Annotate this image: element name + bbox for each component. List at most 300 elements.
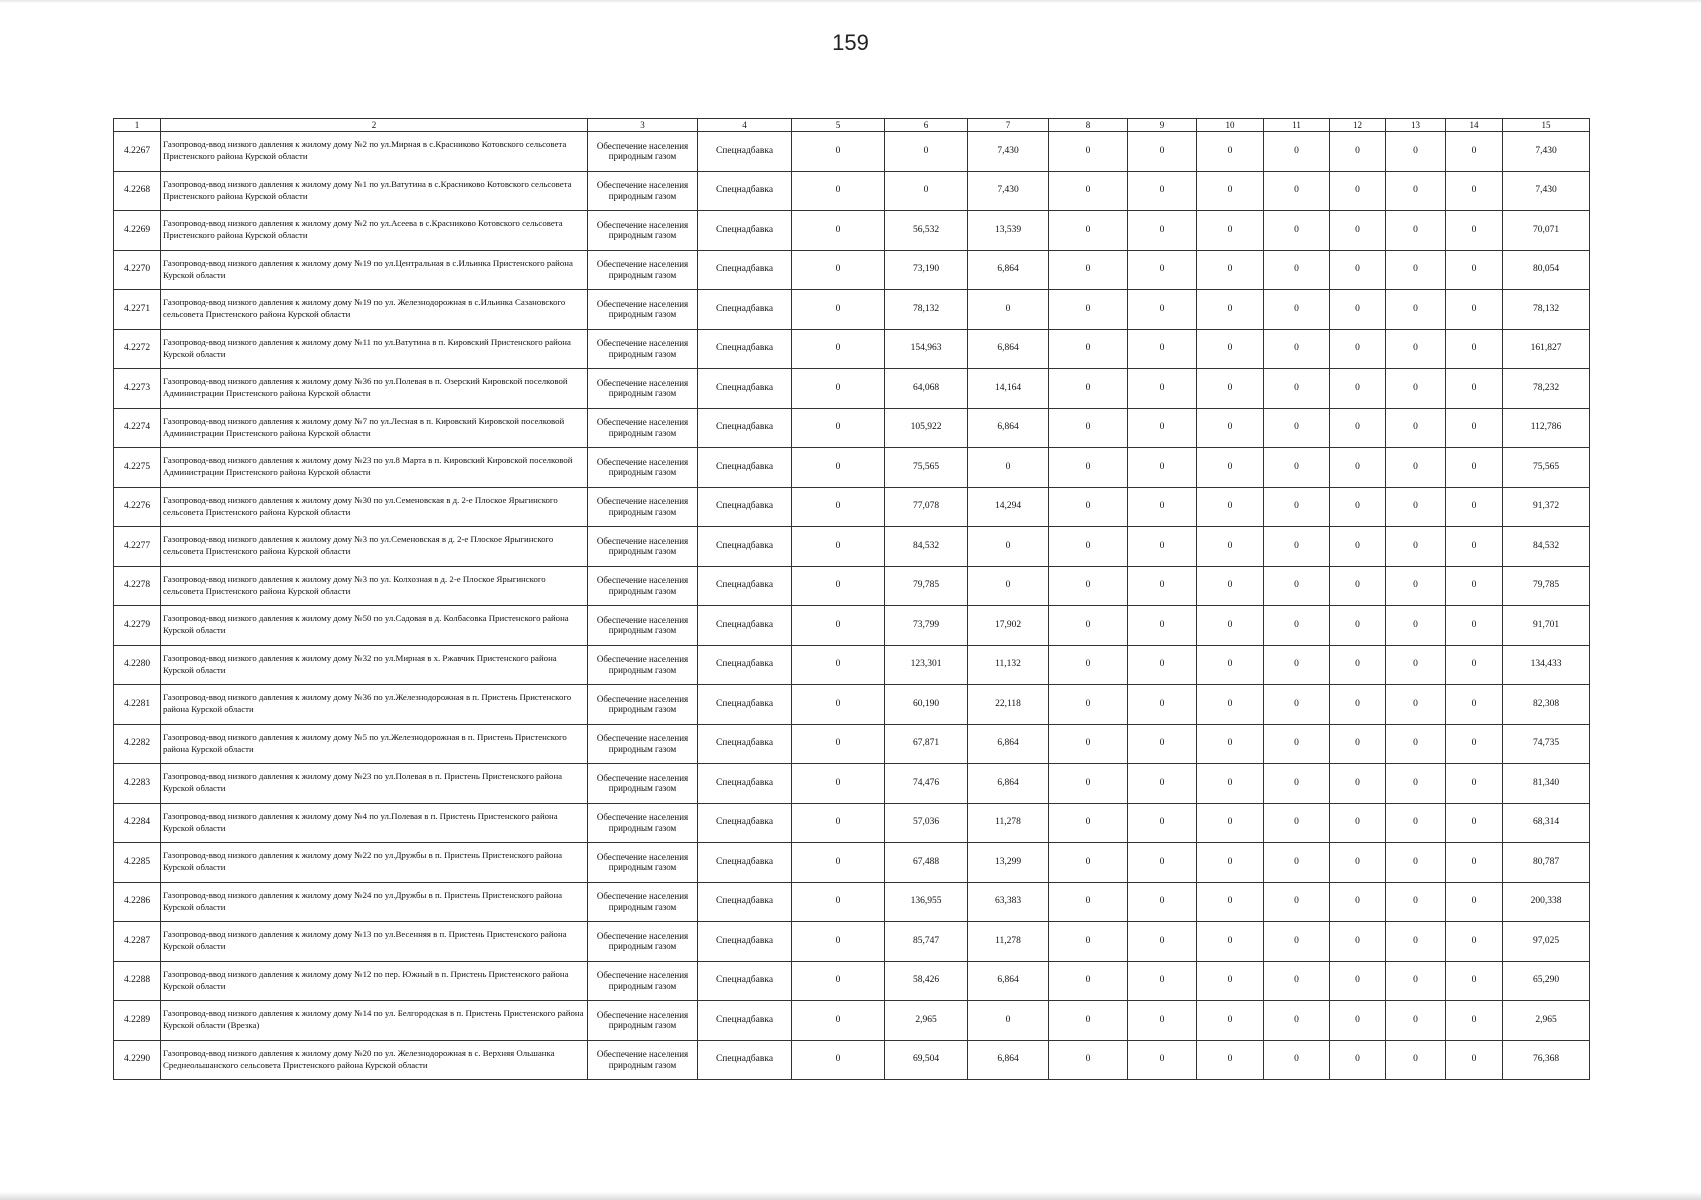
value-cell-10: 0	[1197, 724, 1264, 764]
funding-source-cell: Спецнадбавка	[698, 290, 792, 330]
value-cell-5: 0	[792, 211, 885, 251]
value-cell-14: 0	[1446, 290, 1503, 330]
object-name-cell: Газопровод-ввод низкого давления к жилому дому №2 по ул.Мирная в с.Красниково Котовского сельсовета Пристенского района Курской области	[161, 132, 588, 172]
value-cell-9: 0	[1128, 843, 1197, 883]
value-cell-11: 0	[1264, 685, 1330, 725]
funding-source-cell: Спецнадбавка	[698, 527, 792, 567]
funding-source-cell: Спецнадбавка	[698, 211, 792, 251]
value-cell-14: 0	[1446, 250, 1503, 290]
value-cell-13: 0	[1386, 566, 1446, 606]
value-cell-5: 0	[792, 369, 885, 409]
value-cell-7: 14,164	[968, 369, 1049, 409]
object-name-cell: Газопровод-ввод низкого давления к жилому дому №12 по пер. Южный в п. Пристень Пристенского района Курской области	[161, 961, 588, 1001]
value-cell-8: 0	[1049, 922, 1128, 962]
value-cell-7: 11,132	[968, 645, 1049, 685]
value-cell-6: 2,965	[885, 1001, 968, 1041]
value-cell-13: 0	[1386, 685, 1446, 725]
total-value-cell: 7,430	[1503, 171, 1590, 211]
value-cell-9: 0	[1128, 724, 1197, 764]
row-number-cell: 4.2283	[114, 764, 161, 804]
value-cell-6: 77,078	[885, 487, 968, 527]
purpose-cell: Обеспечение населения природным газом	[588, 329, 698, 369]
value-cell-12: 0	[1330, 408, 1386, 448]
object-name-cell: Газопровод-ввод низкого давления к жилому дому №5 по ул.Железнодорожная в п. Пристень Пристенского района Курской области	[161, 724, 588, 764]
value-cell-10: 0	[1197, 329, 1264, 369]
funding-source-cell: Спецнадбавка	[698, 724, 792, 764]
value-cell-6: 105,922	[885, 408, 968, 448]
row-number-cell: 4.2286	[114, 882, 161, 922]
value-cell-8: 0	[1049, 1040, 1128, 1080]
value-cell-6: 85,747	[885, 922, 968, 962]
scan-edge-top	[0, 0, 1701, 3]
value-cell-8: 0	[1049, 171, 1128, 211]
row-number-cell: 4.2277	[114, 527, 161, 567]
value-cell-9: 0	[1128, 527, 1197, 567]
total-value-cell: 200,338	[1503, 882, 1590, 922]
object-name-cell: Газопровод-ввод низкого давления к жилому дому №4 по ул.Полевая в п. Пристень Пристенского района Курской области	[161, 803, 588, 843]
object-name-cell: Газопровод-ввод низкого давления к жилому дому №11 по ул.Ватутина в п. Кировский Пристенского района Курской области	[161, 329, 588, 369]
value-cell-10: 0	[1197, 408, 1264, 448]
value-cell-7: 0	[968, 290, 1049, 330]
object-name-cell: Газопровод-ввод низкого давления к жилому дому №19 по ул. Железнодорожная в с.Ильинка Сазановского сельсовета Пристенского района Курской области	[161, 290, 588, 330]
value-cell-9: 0	[1128, 645, 1197, 685]
value-cell-5: 0	[792, 606, 885, 646]
value-cell-5: 0	[792, 882, 885, 922]
value-cell-13: 0	[1386, 1040, 1446, 1080]
value-cell-7: 0	[968, 527, 1049, 567]
value-cell-10: 0	[1197, 250, 1264, 290]
value-cell-7: 6,864	[968, 250, 1049, 290]
value-cell-13: 0	[1386, 329, 1446, 369]
value-cell-14: 0	[1446, 764, 1503, 804]
column-number-header-row	[114, 119, 1590, 132]
value-cell-5: 0	[792, 408, 885, 448]
row-number-cell: 4.2268	[114, 171, 161, 211]
purpose-cell: Обеспечение населения природным газом	[588, 764, 698, 804]
value-cell-11: 0	[1264, 408, 1330, 448]
value-cell-7: 7,430	[968, 132, 1049, 172]
value-cell-5: 0	[792, 922, 885, 962]
row-number-cell: 4.2272	[114, 329, 161, 369]
value-cell-5: 0	[792, 290, 885, 330]
table-row	[114, 724, 1590, 764]
value-cell-8: 0	[1049, 724, 1128, 764]
value-cell-5: 0	[792, 1040, 885, 1080]
row-number-cell: 4.2288	[114, 961, 161, 1001]
value-cell-8: 0	[1049, 606, 1128, 646]
total-value-cell: 80,787	[1503, 843, 1590, 883]
total-value-cell: 76,368	[1503, 1040, 1590, 1080]
value-cell-13: 0	[1386, 645, 1446, 685]
row-number-cell: 4.2273	[114, 369, 161, 409]
table-row	[114, 961, 1590, 1001]
value-cell-6: 67,488	[885, 843, 968, 883]
row-number-cell: 4.2284	[114, 803, 161, 843]
row-number-cell: 4.2281	[114, 685, 161, 725]
purpose-cell: Обеспечение населения природным газом	[588, 290, 698, 330]
value-cell-9: 0	[1128, 132, 1197, 172]
value-cell-9: 0	[1128, 764, 1197, 804]
value-cell-6: 69,504	[885, 1040, 968, 1080]
table-row	[114, 487, 1590, 527]
value-cell-8: 0	[1049, 448, 1128, 488]
row-number-cell: 4.2290	[114, 1040, 161, 1080]
scan-edge-bottom	[0, 1192, 1701, 1200]
table-row	[114, 171, 1590, 211]
column-number-cell: 4	[698, 119, 792, 132]
value-cell-6: 79,785	[885, 566, 968, 606]
value-cell-12: 0	[1330, 961, 1386, 1001]
value-cell-14: 0	[1446, 211, 1503, 251]
value-cell-10: 0	[1197, 685, 1264, 725]
value-cell-11: 0	[1264, 803, 1330, 843]
funding-source-cell: Спецнадбавка	[698, 961, 792, 1001]
value-cell-5: 0	[792, 803, 885, 843]
column-number-cell: 12	[1330, 119, 1386, 132]
value-cell-10: 0	[1197, 843, 1264, 883]
value-cell-14: 0	[1446, 606, 1503, 646]
value-cell-12: 0	[1330, 843, 1386, 883]
value-cell-13: 0	[1386, 606, 1446, 646]
value-cell-5: 0	[792, 487, 885, 527]
value-cell-6: 154,963	[885, 329, 968, 369]
value-cell-13: 0	[1386, 211, 1446, 251]
value-cell-10: 0	[1197, 290, 1264, 330]
funding-source-cell: Спецнадбавка	[698, 250, 792, 290]
purpose-cell: Обеспечение населения природным газом	[588, 645, 698, 685]
value-cell-8: 0	[1049, 803, 1128, 843]
table-row	[114, 685, 1590, 725]
table-row	[114, 882, 1590, 922]
value-cell-9: 0	[1128, 448, 1197, 488]
value-cell-5: 0	[792, 764, 885, 804]
value-cell-6: 0	[885, 132, 968, 172]
purpose-cell: Обеспечение населения природным газом	[588, 448, 698, 488]
value-cell-8: 0	[1049, 961, 1128, 1001]
value-cell-8: 0	[1049, 487, 1128, 527]
value-cell-11: 0	[1264, 527, 1330, 567]
value-cell-11: 0	[1264, 487, 1330, 527]
value-cell-9: 0	[1128, 250, 1197, 290]
value-cell-11: 0	[1264, 1001, 1330, 1041]
value-cell-6: 84,532	[885, 527, 968, 567]
value-cell-13: 0	[1386, 803, 1446, 843]
value-cell-7: 6,864	[968, 1040, 1049, 1080]
total-value-cell: 112,786	[1503, 408, 1590, 448]
value-cell-7: 0	[968, 566, 1049, 606]
value-cell-7: 6,864	[968, 764, 1049, 804]
value-cell-10: 0	[1197, 369, 1264, 409]
value-cell-6: 57,036	[885, 803, 968, 843]
value-cell-10: 0	[1197, 171, 1264, 211]
funding-source-cell: Спецнадбавка	[698, 803, 792, 843]
funding-source-cell: Спецнадбавка	[698, 843, 792, 883]
value-cell-5: 0	[792, 843, 885, 883]
value-cell-6: 136,955	[885, 882, 968, 922]
value-cell-12: 0	[1330, 1040, 1386, 1080]
total-value-cell: 74,735	[1503, 724, 1590, 764]
value-cell-13: 0	[1386, 250, 1446, 290]
column-number-cell: 2	[161, 119, 588, 132]
value-cell-6: 78,132	[885, 290, 968, 330]
value-cell-13: 0	[1386, 527, 1446, 567]
purpose-cell: Обеспечение населения природным газом	[588, 724, 698, 764]
value-cell-14: 0	[1446, 369, 1503, 409]
purpose-cell: Обеспечение населения природным газом	[588, 527, 698, 567]
object-name-cell: Газопровод-ввод низкого давления к жилому дому №13 по ул.Весенняя в п. Пристень Пристенского района Курской области	[161, 922, 588, 962]
object-name-cell: Газопровод-ввод низкого давления к жилому дому №23 по ул.8 Марта в п. Кировский Кировской поселковой Администрации Пристенского района Курской области	[161, 448, 588, 488]
value-cell-14: 0	[1446, 882, 1503, 922]
value-cell-8: 0	[1049, 211, 1128, 251]
value-cell-5: 0	[792, 566, 885, 606]
table-row	[114, 369, 1590, 409]
table-row	[114, 803, 1590, 843]
object-name-cell: Газопровод-ввод низкого давления к жилому дому №1 по ул.Ватутина в с.Красниково Котовского сельсовета Пристенского района Курской области	[161, 171, 588, 211]
value-cell-13: 0	[1386, 408, 1446, 448]
funding-source-cell: Спецнадбавка	[698, 606, 792, 646]
value-cell-12: 0	[1330, 171, 1386, 211]
value-cell-6: 75,565	[885, 448, 968, 488]
value-cell-12: 0	[1330, 685, 1386, 725]
purpose-cell: Обеспечение населения природным газом	[588, 566, 698, 606]
total-value-cell: 78,232	[1503, 369, 1590, 409]
total-value-cell: 75,565	[1503, 448, 1590, 488]
table-row	[114, 922, 1590, 962]
value-cell-14: 0	[1446, 1001, 1503, 1041]
funding-source-cell: Спецнадбавка	[698, 1040, 792, 1080]
purpose-cell: Обеспечение населения природным газом	[588, 369, 698, 409]
value-cell-10: 0	[1197, 1040, 1264, 1080]
column-number-cell: 9	[1128, 119, 1197, 132]
purpose-cell: Обеспечение населения природным газом	[588, 1040, 698, 1080]
total-value-cell: 70,071	[1503, 211, 1590, 251]
funding-source-cell: Спецнадбавка	[698, 685, 792, 725]
funding-source-cell: Спецнадбавка	[698, 882, 792, 922]
value-cell-13: 0	[1386, 882, 1446, 922]
value-cell-10: 0	[1197, 448, 1264, 488]
table-row	[114, 448, 1590, 488]
value-cell-6: 58,426	[885, 961, 968, 1001]
table-row	[114, 843, 1590, 883]
value-cell-13: 0	[1386, 922, 1446, 962]
value-cell-14: 0	[1446, 566, 1503, 606]
value-cell-5: 0	[792, 685, 885, 725]
table-row	[114, 250, 1590, 290]
object-name-cell: Газопровод-ввод низкого давления к жилому дому №19 по ул.Центральная в с.Ильинка Пристенского района Курской области	[161, 250, 588, 290]
value-cell-13: 0	[1386, 132, 1446, 172]
value-cell-10: 0	[1197, 487, 1264, 527]
value-cell-6: 64,068	[885, 369, 968, 409]
value-cell-7: 0	[968, 1001, 1049, 1041]
value-cell-7: 6,864	[968, 961, 1049, 1001]
value-cell-12: 0	[1330, 250, 1386, 290]
value-cell-12: 0	[1330, 487, 1386, 527]
value-cell-7: 6,864	[968, 329, 1049, 369]
funding-source-cell: Спецнадбавка	[698, 408, 792, 448]
object-name-cell: Газопровод-ввод низкого давления к жилому дому №20 по ул. Железнодорожная в с. Верхняя Ольшанка Среднеольшанского сельсовета Пристенского района Курской области	[161, 1040, 588, 1080]
object-name-cell: Газопровод-ввод низкого давления к жилому дому №2 по ул.Асеева в с.Красниково Котовского сельсовета Пристенского района Курской области	[161, 211, 588, 251]
purpose-cell: Обеспечение населения природным газом	[588, 1001, 698, 1041]
value-cell-12: 0	[1330, 566, 1386, 606]
column-number-cell: 8	[1049, 119, 1128, 132]
column-number-cell: 7	[968, 119, 1049, 132]
value-cell-11: 0	[1264, 171, 1330, 211]
value-cell-11: 0	[1264, 764, 1330, 804]
value-cell-12: 0	[1330, 329, 1386, 369]
object-name-cell: Газопровод-ввод низкого давления к жилому дому №14 по ул. Белгородская в п. Пристень Пристенского района Курской области (Врезка)	[161, 1001, 588, 1041]
value-cell-10: 0	[1197, 1001, 1264, 1041]
object-name-cell: Газопровод-ввод низкого давления к жилому дому №23 по ул.Полевая в п. Пристень Пристенского района Курской области	[161, 764, 588, 804]
value-cell-8: 0	[1049, 369, 1128, 409]
value-cell-12: 0	[1330, 1001, 1386, 1041]
row-number-cell: 4.2282	[114, 724, 161, 764]
value-cell-7: 17,902	[968, 606, 1049, 646]
value-cell-11: 0	[1264, 724, 1330, 764]
purpose-cell: Обеспечение населения природным газом	[588, 487, 698, 527]
value-cell-5: 0	[792, 171, 885, 211]
value-cell-7: 7,430	[968, 171, 1049, 211]
value-cell-7: 11,278	[968, 922, 1049, 962]
total-value-cell: 81,340	[1503, 764, 1590, 804]
value-cell-14: 0	[1446, 843, 1503, 883]
column-number-cell: 15	[1503, 119, 1590, 132]
value-cell-14: 0	[1446, 961, 1503, 1001]
value-cell-9: 0	[1128, 606, 1197, 646]
total-value-cell: 97,025	[1503, 922, 1590, 962]
purpose-cell: Обеспечение населения природным газом	[588, 606, 698, 646]
value-cell-11: 0	[1264, 606, 1330, 646]
funding-source-cell: Спецнадбавка	[698, 329, 792, 369]
value-cell-11: 0	[1264, 961, 1330, 1001]
total-value-cell: 84,532	[1503, 527, 1590, 567]
funding-source-cell: Спецнадбавка	[698, 645, 792, 685]
value-cell-10: 0	[1197, 606, 1264, 646]
purpose-cell: Обеспечение населения природным газом	[588, 882, 698, 922]
object-name-cell: Газопровод-ввод низкого давления к жилому дому №7 по ул.Лесная в п. Кировский Кировской поселковой Администрации Пристенского района Курской области	[161, 408, 588, 448]
value-cell-9: 0	[1128, 922, 1197, 962]
value-cell-5: 0	[792, 961, 885, 1001]
value-cell-8: 0	[1049, 566, 1128, 606]
row-number-cell: 4.2271	[114, 290, 161, 330]
value-cell-10: 0	[1197, 961, 1264, 1001]
value-cell-7: 13,299	[968, 843, 1049, 883]
table-row	[114, 527, 1590, 567]
total-value-cell: 2,965	[1503, 1001, 1590, 1041]
column-number-cell: 13	[1386, 119, 1446, 132]
value-cell-6: 123,301	[885, 645, 968, 685]
value-cell-9: 0	[1128, 329, 1197, 369]
value-cell-10: 0	[1197, 211, 1264, 251]
value-cell-8: 0	[1049, 1001, 1128, 1041]
total-value-cell: 80,054	[1503, 250, 1590, 290]
table-row	[114, 290, 1590, 330]
value-cell-10: 0	[1197, 803, 1264, 843]
value-cell-13: 0	[1386, 961, 1446, 1001]
funding-source-cell: Спецнадбавка	[698, 369, 792, 409]
value-cell-14: 0	[1446, 132, 1503, 172]
value-cell-12: 0	[1330, 448, 1386, 488]
table-row	[114, 566, 1590, 606]
funding-source-cell: Спецнадбавка	[698, 1001, 792, 1041]
value-cell-12: 0	[1330, 606, 1386, 646]
value-cell-5: 0	[792, 1001, 885, 1041]
purpose-cell: Обеспечение населения природным газом	[588, 685, 698, 725]
table-row	[114, 1040, 1590, 1080]
column-number-cell: 10	[1197, 119, 1264, 132]
value-cell-8: 0	[1049, 764, 1128, 804]
value-cell-7: 6,864	[968, 408, 1049, 448]
value-cell-13: 0	[1386, 1001, 1446, 1041]
value-cell-11: 0	[1264, 566, 1330, 606]
row-number-cell: 4.2276	[114, 487, 161, 527]
value-cell-10: 0	[1197, 645, 1264, 685]
value-cell-11: 0	[1264, 132, 1330, 172]
value-cell-12: 0	[1330, 764, 1386, 804]
value-cell-12: 0	[1330, 211, 1386, 251]
row-number-cell: 4.2278	[114, 566, 161, 606]
table-row	[114, 329, 1590, 369]
value-cell-5: 0	[792, 250, 885, 290]
value-cell-11: 0	[1264, 448, 1330, 488]
value-cell-14: 0	[1446, 329, 1503, 369]
value-cell-13: 0	[1386, 487, 1446, 527]
value-cell-10: 0	[1197, 566, 1264, 606]
page-number: 159	[832, 30, 869, 55]
value-cell-11: 0	[1264, 645, 1330, 685]
value-cell-9: 0	[1128, 1040, 1197, 1080]
value-cell-12: 0	[1330, 369, 1386, 409]
table-row	[114, 606, 1590, 646]
value-cell-10: 0	[1197, 132, 1264, 172]
value-cell-8: 0	[1049, 843, 1128, 883]
object-name-cell: Газопровод-ввод низкого давления к жилому дому №32 по ул.Мирная в х. Ржавчик Пристенского района Курской области	[161, 645, 588, 685]
object-name-cell: Газопровод-ввод низкого давления к жилому дому №36 по ул.Полевая в п. Озерский Кировской поселковой Администрации Пристенского района Курской области	[161, 369, 588, 409]
value-cell-11: 0	[1264, 369, 1330, 409]
object-name-cell: Газопровод-ввод низкого давления к жилому дому №30 по ул.Семеновская в д. 2-е Плоское Ярыгинского сельсовета Пристенского района Курской области	[161, 487, 588, 527]
value-cell-8: 0	[1049, 250, 1128, 290]
purpose-cell: Обеспечение населения природным газом	[588, 171, 698, 211]
value-cell-14: 0	[1446, 1040, 1503, 1080]
value-cell-9: 0	[1128, 408, 1197, 448]
value-cell-13: 0	[1386, 171, 1446, 211]
value-cell-14: 0	[1446, 408, 1503, 448]
funding-source-cell: Спецнадбавка	[698, 922, 792, 962]
value-cell-12: 0	[1330, 882, 1386, 922]
column-number-cell: 1	[114, 119, 161, 132]
row-number-cell: 4.2280	[114, 645, 161, 685]
table-row	[114, 764, 1590, 804]
column-number-cell: 5	[792, 119, 885, 132]
value-cell-11: 0	[1264, 250, 1330, 290]
value-cell-9: 0	[1128, 961, 1197, 1001]
total-value-cell: 134,433	[1503, 645, 1590, 685]
table-row	[114, 408, 1590, 448]
value-cell-9: 0	[1128, 566, 1197, 606]
value-cell-6: 0	[885, 171, 968, 211]
purpose-cell: Обеспечение населения природным газом	[588, 250, 698, 290]
value-cell-6: 74,476	[885, 764, 968, 804]
value-cell-7: 6,864	[968, 724, 1049, 764]
value-cell-11: 0	[1264, 882, 1330, 922]
row-number-cell: 4.2275	[114, 448, 161, 488]
value-cell-9: 0	[1128, 882, 1197, 922]
value-cell-12: 0	[1330, 290, 1386, 330]
total-value-cell: 7,430	[1503, 132, 1590, 172]
value-cell-6: 60,190	[885, 685, 968, 725]
value-cell-7: 22,118	[968, 685, 1049, 725]
value-cell-12: 0	[1330, 922, 1386, 962]
value-cell-13: 0	[1386, 843, 1446, 883]
